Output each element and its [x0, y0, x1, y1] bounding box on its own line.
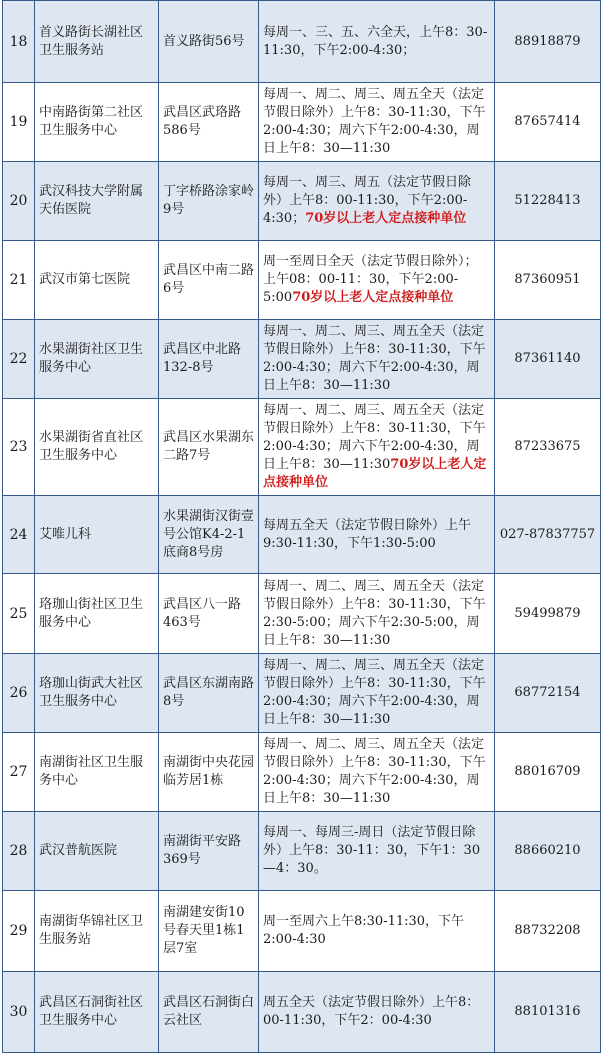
service-hours-text: 每周一、三、五、六全天，上午8：30-11:30，下午2:00-4:30； — [263, 24, 488, 58]
site-name-text: 武汉科技大学附属天佑医院 — [39, 184, 144, 217]
site-address-text: 武昌区八一路463号 — [163, 596, 242, 630]
site-address-text: 武昌区武珞路586号 — [163, 105, 242, 138]
phone-number-text: 027-87837757 — [499, 526, 596, 542]
phone-number — [495, 241, 601, 320]
site-address-text: 武昌区水果湖东二路7号 — [163, 430, 255, 463]
row-number-text: 30 — [9, 1004, 28, 1020]
site-address — [159, 733, 259, 812]
elderly-designated-note: 70岁以上老人定点接种单位 — [305, 211, 467, 226]
service-hours — [259, 891, 495, 972]
row-number — [3, 812, 35, 891]
site-name — [35, 320, 159, 399]
site-name — [35, 972, 159, 1053]
row-number-text: 20 — [9, 193, 28, 209]
table-row — [3, 972, 601, 1053]
site-address-text: 武昌区中南二路6号 — [163, 263, 255, 296]
phone-number-text: 87360951 — [514, 272, 581, 287]
site-name-text: 珞珈山街武大社区卫生服务中心 — [39, 676, 144, 709]
row-number — [3, 1, 35, 83]
service-hours-text: 每周一、周二、周三、周五全天（法定节假日除外）上午8：30-11:30，下午2:00-4:30；周六下午2:00-4:30，周日上午8：30—11:30 — [263, 324, 486, 393]
table-row — [3, 496, 601, 574]
site-name-text: 水果湖街省直社区卫生服务中心 — [39, 430, 144, 463]
service-hours-text: 每周一、周二、周三、周五全天（法定节假日除外）上午8：30-11:30，下午2:00-4:30；周六下午2:00-4:30，周日上午8：30—11:30 — [263, 403, 486, 472]
row-number-text: 21 — [9, 272, 28, 288]
site-name — [35, 733, 159, 812]
row-number-text: 28 — [9, 843, 28, 859]
service-hours-text: 每周一、每周三-周日（法定节假日除外）上午8：30-11：30，下午1：30—4：30。 — [263, 825, 481, 876]
phone-number-text: 68772154 — [514, 685, 581, 700]
site-address — [159, 972, 259, 1053]
site-name-text: 武汉普航医院 — [39, 843, 118, 858]
phone-number-text: 88101316 — [514, 1004, 581, 1019]
row-number-text: 26 — [9, 685, 28, 701]
service-hours-text: 周一至周日全天（法定节假日除外）；上午08：00-11：30，下午2:00-5:00 — [263, 254, 478, 305]
site-address-text: 南湖街平安路369号 — [163, 834, 242, 867]
service-hours-text: 周一至周六上午8:30-11:30，下午2:00-4:30 — [263, 914, 465, 947]
service-hours — [259, 812, 495, 891]
phone-number — [495, 654, 601, 733]
service-hours — [259, 496, 495, 574]
table-row — [3, 241, 601, 320]
site-address-text: 南湖街中央花园临芳居1栋 — [163, 755, 255, 788]
service-hours — [259, 733, 495, 812]
site-address-text: 武昌区东湖南路8号 — [163, 676, 255, 709]
phone-number-text: 88732208 — [514, 923, 581, 938]
phone-number-text: 87233675 — [514, 439, 581, 454]
site-name — [35, 1, 159, 83]
table-row — [3, 812, 601, 891]
phone-number-text: 87657414 — [514, 114, 581, 129]
service-hours — [259, 162, 495, 241]
row-number — [3, 320, 35, 399]
site-address-text: 水果湖街汉街壹号公馆K4-2-1底商8号房 — [163, 508, 255, 560]
site-address-text: 武昌区石洞街白云社区 — [163, 995, 255, 1028]
site-address — [159, 162, 259, 241]
site-name-text: 武汉市第七医院 — [39, 272, 131, 287]
service-hours — [259, 399, 495, 496]
service-hours — [259, 1, 495, 83]
phone-number — [495, 812, 601, 891]
site-address — [159, 496, 259, 574]
site-name — [35, 241, 159, 320]
row-number — [3, 399, 35, 496]
site-address-text: 南湖建安街10号春天里1栋1层7室 — [163, 905, 245, 956]
phone-number-text: 87361140 — [514, 351, 581, 366]
row-number-text: 29 — [9, 923, 28, 939]
service-hours-text: 每周五全天（法定节假日除外）上午9:30-11:30，下午1:30-5:00 — [263, 517, 472, 551]
site-name-text: 水果湖街社区卫生服务中心 — [39, 342, 144, 375]
site-name-text: 南湖街华锦社区卫生服务站 — [39, 914, 144, 947]
elderly-designated-note: 70岁以上老人定点接种单位 — [292, 290, 454, 305]
table-row — [3, 654, 601, 733]
service-hours-text: 每周一、周二、周三、周五全天（法定节假日除外）上午8：30-11:30，下午2:30-5:00；周六下午2:30-5:00，周日上午8：30—11:30 — [263, 578, 486, 648]
row-number-text: 24 — [9, 526, 28, 543]
site-address-text: 丁字桥路涂家岭9号 — [163, 184, 255, 217]
site-name — [35, 83, 159, 162]
site-address — [159, 83, 259, 162]
site-name — [35, 496, 159, 574]
phone-number — [495, 83, 601, 162]
row-number — [3, 891, 35, 972]
site-address — [159, 654, 259, 733]
phone-number-text: 88660210 — [514, 843, 581, 858]
site-name-text: 中南路街第二社区卫生服务中心 — [39, 105, 144, 138]
service-hours — [259, 972, 495, 1053]
service-hours-text: 每周一、周二、周三、周五全天（法定节假日除外）上午8：30-11:30，下午2:00-4:30；周六下午2:00-4:30，周日上午8：30—11:30 — [263, 658, 486, 727]
service-hours-text: 周五全天（法定节假日除外）上午8：00-11:30，下午2：00-4:30 — [263, 995, 480, 1028]
service-hours — [259, 574, 495, 654]
phone-number — [495, 1, 601, 83]
row-number — [3, 654, 35, 733]
site-address — [159, 320, 259, 399]
row-number-text: 19 — [9, 114, 28, 130]
site-name-text: 南湖街社区卫生服务中心 — [39, 755, 144, 788]
row-number-text: 18 — [9, 33, 28, 50]
table-row — [3, 891, 601, 972]
site-name — [35, 654, 159, 733]
vaccination-sites-table — [2, 0, 601, 1053]
site-name — [35, 162, 159, 241]
phone-number — [495, 972, 601, 1053]
table-row — [3, 733, 601, 812]
row-number-text: 23 — [9, 439, 28, 455]
table-row — [3, 162, 601, 241]
elderly-designated-note: 70岁以上老人定点接种单位 — [263, 457, 487, 490]
site-address — [159, 574, 259, 654]
service-hours — [259, 83, 495, 162]
phone-number-text: 88918879 — [514, 33, 581, 49]
phone-number — [495, 162, 601, 241]
site-address-text: 首义路街56号 — [163, 33, 245, 49]
row-number-text: 22 — [9, 351, 28, 367]
phone-number — [495, 574, 601, 654]
site-name — [35, 891, 159, 972]
phone-number — [495, 399, 601, 496]
site-name — [35, 574, 159, 654]
service-hours — [259, 654, 495, 733]
site-address — [159, 241, 259, 320]
phone-number — [495, 496, 601, 574]
row-number — [3, 574, 35, 654]
site-address — [159, 812, 259, 891]
phone-number — [495, 320, 601, 399]
table-row — [3, 83, 601, 162]
site-name-text: 珞珈山街社区卫生服务中心 — [39, 596, 144, 630]
phone-number-text: 51228413 — [514, 193, 581, 208]
row-number — [3, 733, 35, 812]
site-name-text: 艾唯儿科 — [39, 526, 92, 542]
site-name — [35, 812, 159, 891]
table-row — [3, 574, 601, 654]
phone-number — [495, 733, 601, 812]
service-hours — [259, 320, 495, 399]
phone-number-text: 88016709 — [514, 764, 581, 779]
row-number — [3, 83, 35, 162]
service-hours-text: 每周一、周三、周五（法定节假日除外）上午8：00-11:30，下午2:00-4:30； — [263, 175, 472, 226]
row-number — [3, 241, 35, 320]
row-number-text: 25 — [9, 605, 28, 622]
site-address-text: 武昌区中北路132-8号 — [163, 342, 242, 375]
service-hours-text: 每周一、周二、周三、周五全天（法定节假日除外）上午8：30-11:30，下午2:00-4:30；周六下午2:00-4:30，周日上午8：30—11:30 — [263, 737, 486, 806]
service-hours-text: 每周一、周二、周三、周五全天（法定节假日除外）上午8：30-11:30，下午2:00-4:30；周六下午2:00-4:30，周日上午8：30—11:30 — [263, 87, 486, 156]
phone-number-text: 59499879 — [514, 605, 581, 621]
table-row — [3, 399, 601, 496]
site-address — [159, 1, 259, 83]
site-address — [159, 399, 259, 496]
table-row — [3, 320, 601, 399]
service-hours — [259, 241, 495, 320]
site-name — [35, 399, 159, 496]
row-number-text: 27 — [9, 764, 28, 780]
row-number — [3, 496, 35, 574]
row-number — [3, 162, 35, 241]
phone-number — [495, 891, 601, 972]
row-number — [3, 972, 35, 1053]
site-address — [159, 891, 259, 972]
site-name-text: 首义路街长湖社区卫生服务站 — [39, 24, 144, 58]
site-name-text: 武昌区石洞街社区卫生服务中心 — [39, 995, 144, 1028]
table-body — [3, 1, 601, 1053]
table-row — [3, 1, 601, 83]
